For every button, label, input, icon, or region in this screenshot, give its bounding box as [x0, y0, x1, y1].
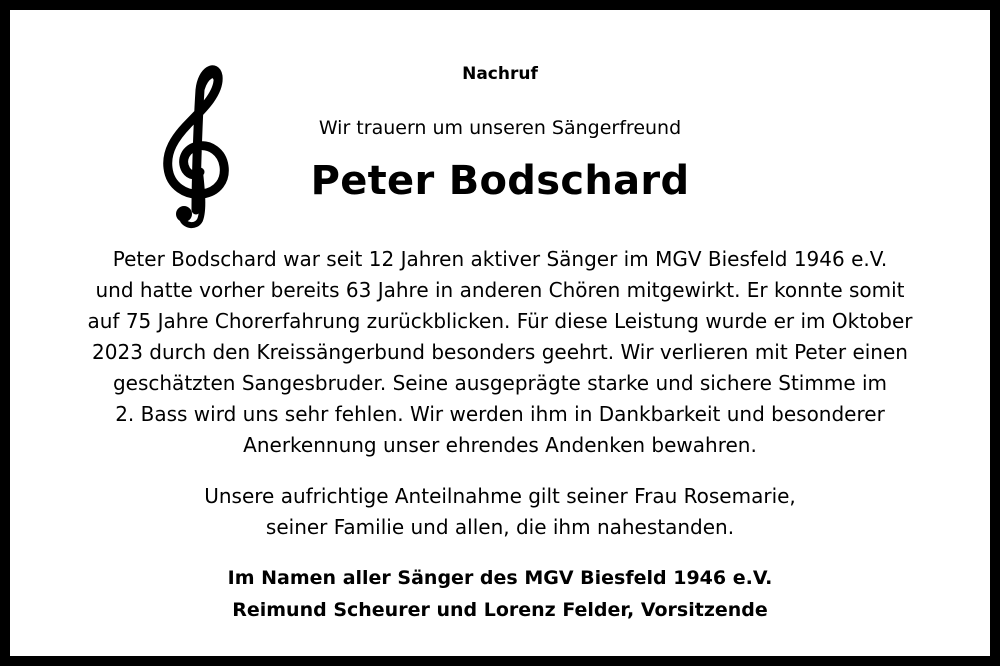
body-line: Anerkennung unser ehrendes Andenken bewahren.	[243, 433, 757, 457]
body-line: auf 75 Jahre Chorerfahrung zurückblicken. Für diese Leistung wurde er im Oktober	[87, 309, 913, 333]
body-line: 2023 durch den Kreissängerbund besonders geehrt. Wir verlieren mit Peter einen	[92, 340, 908, 364]
deceased-name: Peter Bodschard	[310, 158, 690, 204]
obituary-body	[10, 244, 990, 461]
body-line: geschätzten Sangesbruder. Seine ausgeprägte starke und sichere Stimme im	[112, 371, 888, 395]
treble-clef-icon	[160, 60, 232, 230]
signature-line: Im Namen aller Sänger des MGV Biesfeld 1946 e.V.	[227, 567, 773, 589]
intro-line: Wir trauern um unseren Sängerfreund	[318, 117, 682, 139]
condolence-line: Unsere aufrichtige Anteilnahme gilt seiner Frau Rosemarie,	[204, 484, 796, 508]
signature-line: Reimund Scheurer und Lorenz Felder, Vorsitzende	[232, 599, 768, 621]
condolence-line: seiner Familie und allen, die ihm nahestanden.	[265, 515, 735, 539]
condolence-text	[10, 481, 990, 543]
body-line: 2. Bass wird uns sehr fehlen. Wir werden ihm in Dankbarkeit und besonderer	[115, 402, 885, 426]
body-line: Peter Bodschard war seit 12 Jahren aktiver Sänger im MGV Biesfeld 1946 e.V.	[112, 247, 888, 271]
body-line: und hatte vorher bereits 63 Jahre in anderen Chören mitgewirkt. Er konnte somit	[95, 278, 905, 302]
obituary-notice	[10, 10, 990, 656]
notice-heading: Nachruf	[462, 64, 538, 84]
signature-block	[10, 562, 990, 626]
